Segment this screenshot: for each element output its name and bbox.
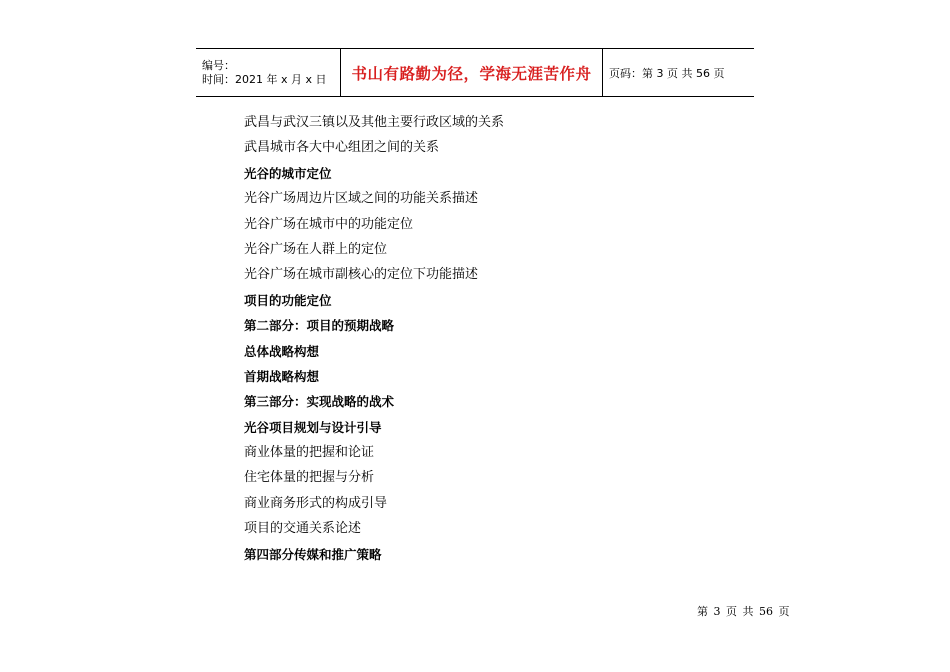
page-header [196, 48, 754, 97]
toc-heading: 光谷的城市定位 [244, 165, 332, 181]
header-meta [196, 49, 340, 96]
toc-item: 光谷广场周边片区域之间的功能关系描述 [244, 191, 479, 207]
toc-item: 光谷广场在城市中的功能定位 [244, 216, 414, 232]
toc-item: 武昌与武汉三镇以及其他主要行政区域的关系 [244, 115, 505, 130]
serial-number-label: 编号： [202, 58, 235, 72]
toc-item: 光谷广场在人群上的定位 [244, 241, 388, 257]
toc-heading: 首期战略构想 [244, 368, 320, 384]
toc-item: 商业体量的把握和论证 [244, 445, 375, 461]
toc-heading: 第四部分传媒和推广策略 [244, 546, 382, 562]
date-label: 时间：2021 年 x 月 x 日 [202, 72, 327, 86]
table-of-contents [244, 110, 504, 567]
motto-text: 书山有路勤为径，学海无涯苦作舟 [351, 64, 592, 83]
toc-item: 武昌城市各大中心组团之间的关系 [244, 140, 440, 156]
toc-item: 住宅体量的把握与分析 [244, 470, 375, 486]
toc-item: 项目的交通关系论述 [244, 521, 362, 537]
header-page-info-cell [603, 49, 754, 96]
toc-heading: 第三部分：实现战略的战术 [244, 394, 395, 410]
header-motto-cell [340, 49, 603, 96]
page-footer: 第 3 页 共 56 页 [697, 605, 790, 618]
toc-heading: 光谷项目规划与设计引导 [244, 419, 382, 435]
toc-heading: 总体战略构想 [244, 343, 320, 359]
toc-item: 光谷广场在城市副核心的定位下功能描述 [244, 267, 479, 283]
toc-heading: 第二部分：项目的预期战略 [244, 318, 395, 334]
header-page-info: 页码：第 3 页 共 56 页 [609, 66, 725, 80]
toc-heading: 项目的功能定位 [244, 292, 332, 308]
toc-item: 商业商务形式的构成引导 [244, 495, 388, 511]
